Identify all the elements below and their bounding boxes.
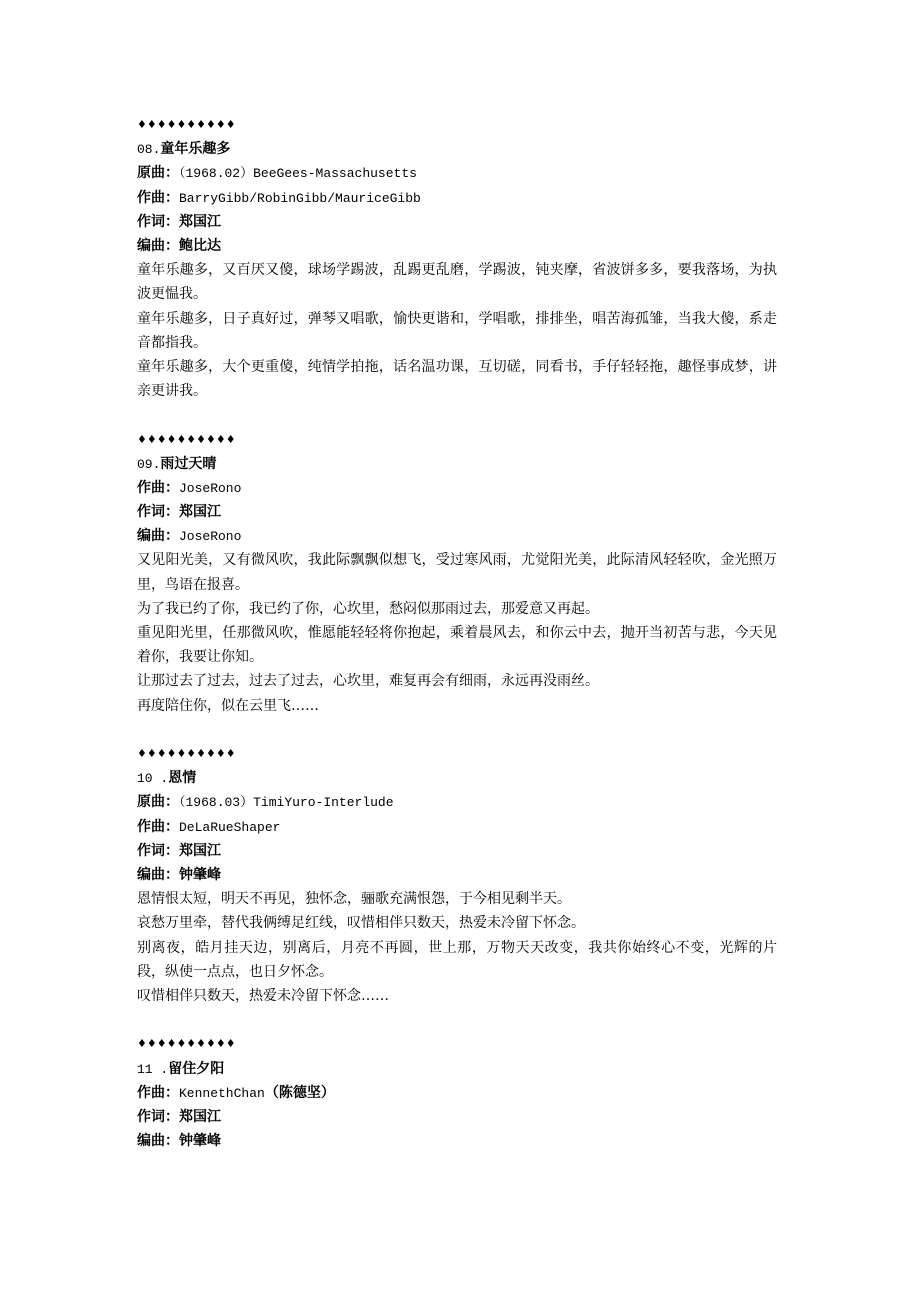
lyric-paragraph: 恩情恨太短，明天不再见，独怀念，骊歌充满恨怨，于今相见剩半天。	[137, 891, 571, 908]
song-title: 恩情	[168, 770, 197, 787]
credit-value: BarryGibb/RobinGibb/MauriceGibb	[179, 190, 421, 206]
credit-composer	[137, 1081, 777, 1105]
credit-lyricist	[137, 210, 777, 234]
song-heading	[137, 452, 777, 476]
spacer	[137, 718, 777, 742]
credit-arranger	[137, 1129, 777, 1153]
song-title: 雨过天晴	[160, 455, 217, 472]
credit-lyricist	[137, 500, 777, 524]
lyric-paragraph: 童年乐趣多，日子真好过，弹琴又唱歌，愉快更谐和，学唱歌，排排坐，唱苦海孤雏，当我大傻，系走音都指我。	[137, 310, 777, 351]
credit-arranger	[137, 234, 777, 258]
song-title: 留住夕阳	[168, 1060, 225, 1077]
credit-label: 作词：	[137, 1108, 179, 1125]
song-title: 童年乐趣多	[160, 141, 231, 158]
credit-label: 编曲：	[137, 867, 179, 884]
spacer	[137, 403, 777, 427]
song-heading	[137, 137, 777, 161]
lyric-paragraph: 童年乐趣多，大个更重傻，纯情学拍拖，话名温功课，互切磋，同看书，手仔轻轻拖，趣怪事成梦，讲亲更讲我。	[137, 358, 777, 400]
credit-composer	[137, 186, 777, 210]
credit-value-extra: （陈德坚）	[264, 1084, 335, 1101]
credit-lyricist	[137, 839, 777, 863]
lyric-paragraph: 重见阳光里，任那微风吹，惟愿能轻轻将你抱起，乘着晨风去，和你云中去，抛开当初苦与悲，今天见着你，我要让你知。	[137, 625, 777, 666]
lyric-paragraph: 让那过去了过去，过去了过去，心坎里，难复再会有细雨，永远再没雨丝。	[137, 673, 599, 690]
song-11	[137, 1032, 777, 1153]
credit-value: 钟肇峰	[179, 867, 221, 884]
credit-label: 编曲：	[137, 237, 179, 254]
credit-label: 作曲：	[137, 189, 179, 206]
song-09	[137, 428, 777, 743]
credit-arranger	[137, 524, 777, 548]
credit-composer	[137, 815, 777, 839]
separator-diamonds: ♦♦♦♦♦♦♦♦♦♦	[137, 747, 236, 761]
spacer	[137, 1008, 777, 1032]
song-08	[137, 113, 777, 428]
credit-label: 作曲：	[137, 479, 179, 496]
credit-label: 原曲：	[137, 165, 179, 182]
song-number: 09.	[137, 456, 161, 472]
document-page	[137, 113, 777, 1153]
credit-value: （1968.02）BeeGees-Massachusetts	[179, 166, 417, 182]
credit-lyricist	[137, 1105, 777, 1129]
credit-label: 作曲：	[137, 818, 179, 835]
song-heading	[137, 1057, 777, 1081]
lyric-paragraph: 为了我已约了你，我已约了你，心坎里，愁闷似那雨过去，那爱意又再起。	[137, 600, 599, 617]
credit-label: 作词：	[137, 213, 179, 230]
credit-composer	[137, 476, 777, 500]
song-10	[137, 742, 777, 1032]
credit-label: 作词：	[137, 842, 179, 859]
credit-value: 郑国江	[179, 1108, 221, 1125]
lyric-paragraph: 又见阳光美，又有微风吹，我此际飘飘似想飞，受过寒风雨，尤觉阳光美，此际清风轻轻吹，金光照万里，鸟语在报喜。	[137, 552, 777, 593]
credit-label: 编曲：	[137, 528, 179, 545]
lyric-paragraph: 再度陪住你，似在云里飞……	[137, 697, 319, 714]
credit-original	[137, 161, 777, 185]
credit-value: 郑国江	[179, 842, 221, 859]
song-number: 11 .	[137, 1061, 169, 1077]
credit-value: JoseRono	[179, 529, 242, 545]
credit-value: KennethChan	[179, 1085, 265, 1101]
credit-original	[137, 790, 777, 814]
credit-label: 编曲：	[137, 1133, 179, 1150]
separator-diamonds: ♦♦♦♦♦♦♦♦♦♦	[137, 432, 236, 446]
credit-value: 郑国江	[179, 213, 221, 230]
song-number: 10 .	[137, 771, 169, 787]
separator-diamonds: ♦♦♦♦♦♦♦♦♦♦	[137, 1037, 236, 1051]
lyric-paragraph: 哀愁万里牵，替代我俩缚足红线，叹惜相伴只数天，热爱未冷留下怀念。	[137, 915, 585, 932]
lyric-paragraph: 童年乐趣多，又百厌又傻，球场学踢波，乱踢更乱磨，学踢波，钝夹摩，省波饼多多，要我落场，为执波更愠我。	[137, 262, 777, 303]
credit-value: 郑国江	[179, 504, 221, 521]
credit-value: JoseRono	[179, 480, 242, 496]
credit-label: 原曲：	[137, 794, 179, 811]
separator-diamonds: ♦♦♦♦♦♦♦♦♦♦	[137, 118, 236, 131]
song-number: 08.	[137, 142, 161, 158]
credit-value: （1968.03）TimiYuro-Interlude	[179, 795, 394, 811]
lyric-paragraph: 别离夜，皓月挂天边，别离后，月亮不再圆，世上那，万物天天改变，我共你始终心不变，光辉的片段，纵使一点点，也日夕怀念。	[137, 939, 777, 980]
credit-label: 作词：	[137, 504, 179, 521]
song-heading	[137, 766, 777, 790]
credit-value: 钟肇峰	[179, 1133, 221, 1150]
credit-label: 作曲：	[137, 1084, 179, 1101]
credit-value: DeLaRueShaper	[179, 819, 281, 835]
credit-value: 鲍比达	[179, 237, 221, 254]
lyric-paragraph: 叹惜相伴只数天，热爱未冷留下怀念……	[137, 988, 389, 1005]
credit-arranger	[137, 863, 777, 887]
